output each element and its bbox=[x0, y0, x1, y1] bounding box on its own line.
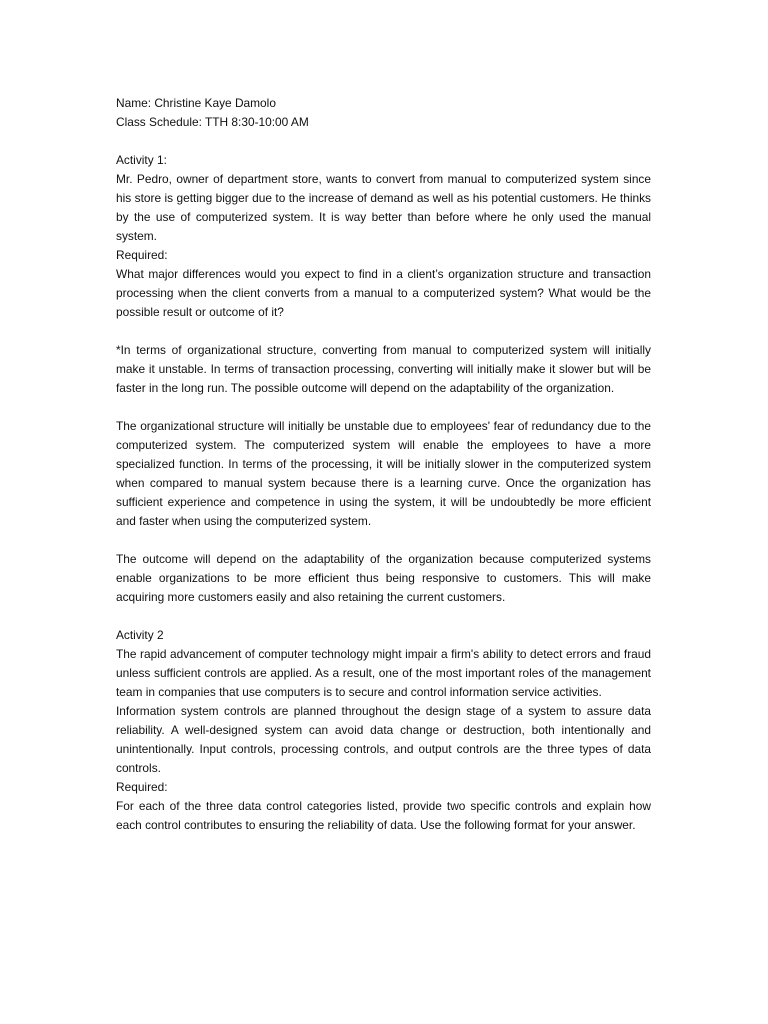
activity1-answer-detail: The organizational structure will initially be unstable due to employees' fear of redundancy due to the computerized system. The computerized system will enable the employees to have a more specialized function. In terms of the processing, it will be initially slower in the computerized system when compared to manual system because there is a learning curve. Once the organization has sufficient experience and competence in using the system, it will be undoubtedly be more efficient and faster when using the computerized system. bbox=[116, 419, 651, 528]
activity1-required-label: Required: bbox=[116, 248, 168, 262]
class-schedule: Class Schedule: TTH 8:30-10:00 AM bbox=[116, 115, 309, 129]
spacer bbox=[116, 322, 651, 341]
activity2-controls: Information system controls are planned throughout the design stage of a system to assure data reliability. A well-designed system can avoid data change or destruction, both intentionally and unintentionally. Input controls, processing controls, and output controls are the three types of data controls. bbox=[116, 704, 651, 775]
activity2-intro: The rapid advancement of computer technology might impair a firm's ability to detect errors and fraud unless sufficient controls are applied. As a result, one of the most important roles of the management team in companies that use computers is to secure and control information service activities. bbox=[116, 647, 651, 699]
activity1-question: What major differences would you expect to find in a client’s organization structure and transaction processing when the client converts from a manual to a computerized system? What would be the possible result or outcome of it? bbox=[116, 267, 651, 319]
activity2-required-label: Required: bbox=[116, 780, 168, 794]
activity2-title: Activity 2 bbox=[116, 628, 164, 642]
activity1-title: Activity 1: bbox=[116, 153, 167, 167]
activity1-answer-outcome: The outcome will depend on the adaptability of the organization because computerized systems enable organizations to be more efficient thus being responsive to customers. This will make acquiring more customers easily and also retaining the current customers. bbox=[116, 552, 651, 604]
activity1-intro: Mr. Pedro, owner of department store, wants to convert from manual to computerized system since his store is getting bigger due to the increase of demand as well as his potential customers. He thinks by the use of computerized system. It is way better than before where he only used the manual system. bbox=[116, 172, 651, 243]
spacer bbox=[116, 398, 651, 417]
spacer bbox=[116, 531, 651, 550]
spacer bbox=[116, 607, 651, 626]
document-page bbox=[116, 94, 651, 835]
activity2-question: For each of the three data control categories listed, provide two specific controls and explain how each control contributes to ensuring the reliability of data. Use the following format for your answer. bbox=[116, 799, 651, 832]
student-name: Name: Christine Kaye Damolo bbox=[116, 96, 276, 110]
spacer bbox=[116, 132, 651, 151]
activity1-answer-summary: *In terms of organizational structure, converting from manual to computerized system will initially make it unstable. In terms of transaction processing, converting will initially make it slower but will be faster in the long run. The possible outcome will depend on the adaptability of the organization. bbox=[116, 343, 651, 395]
